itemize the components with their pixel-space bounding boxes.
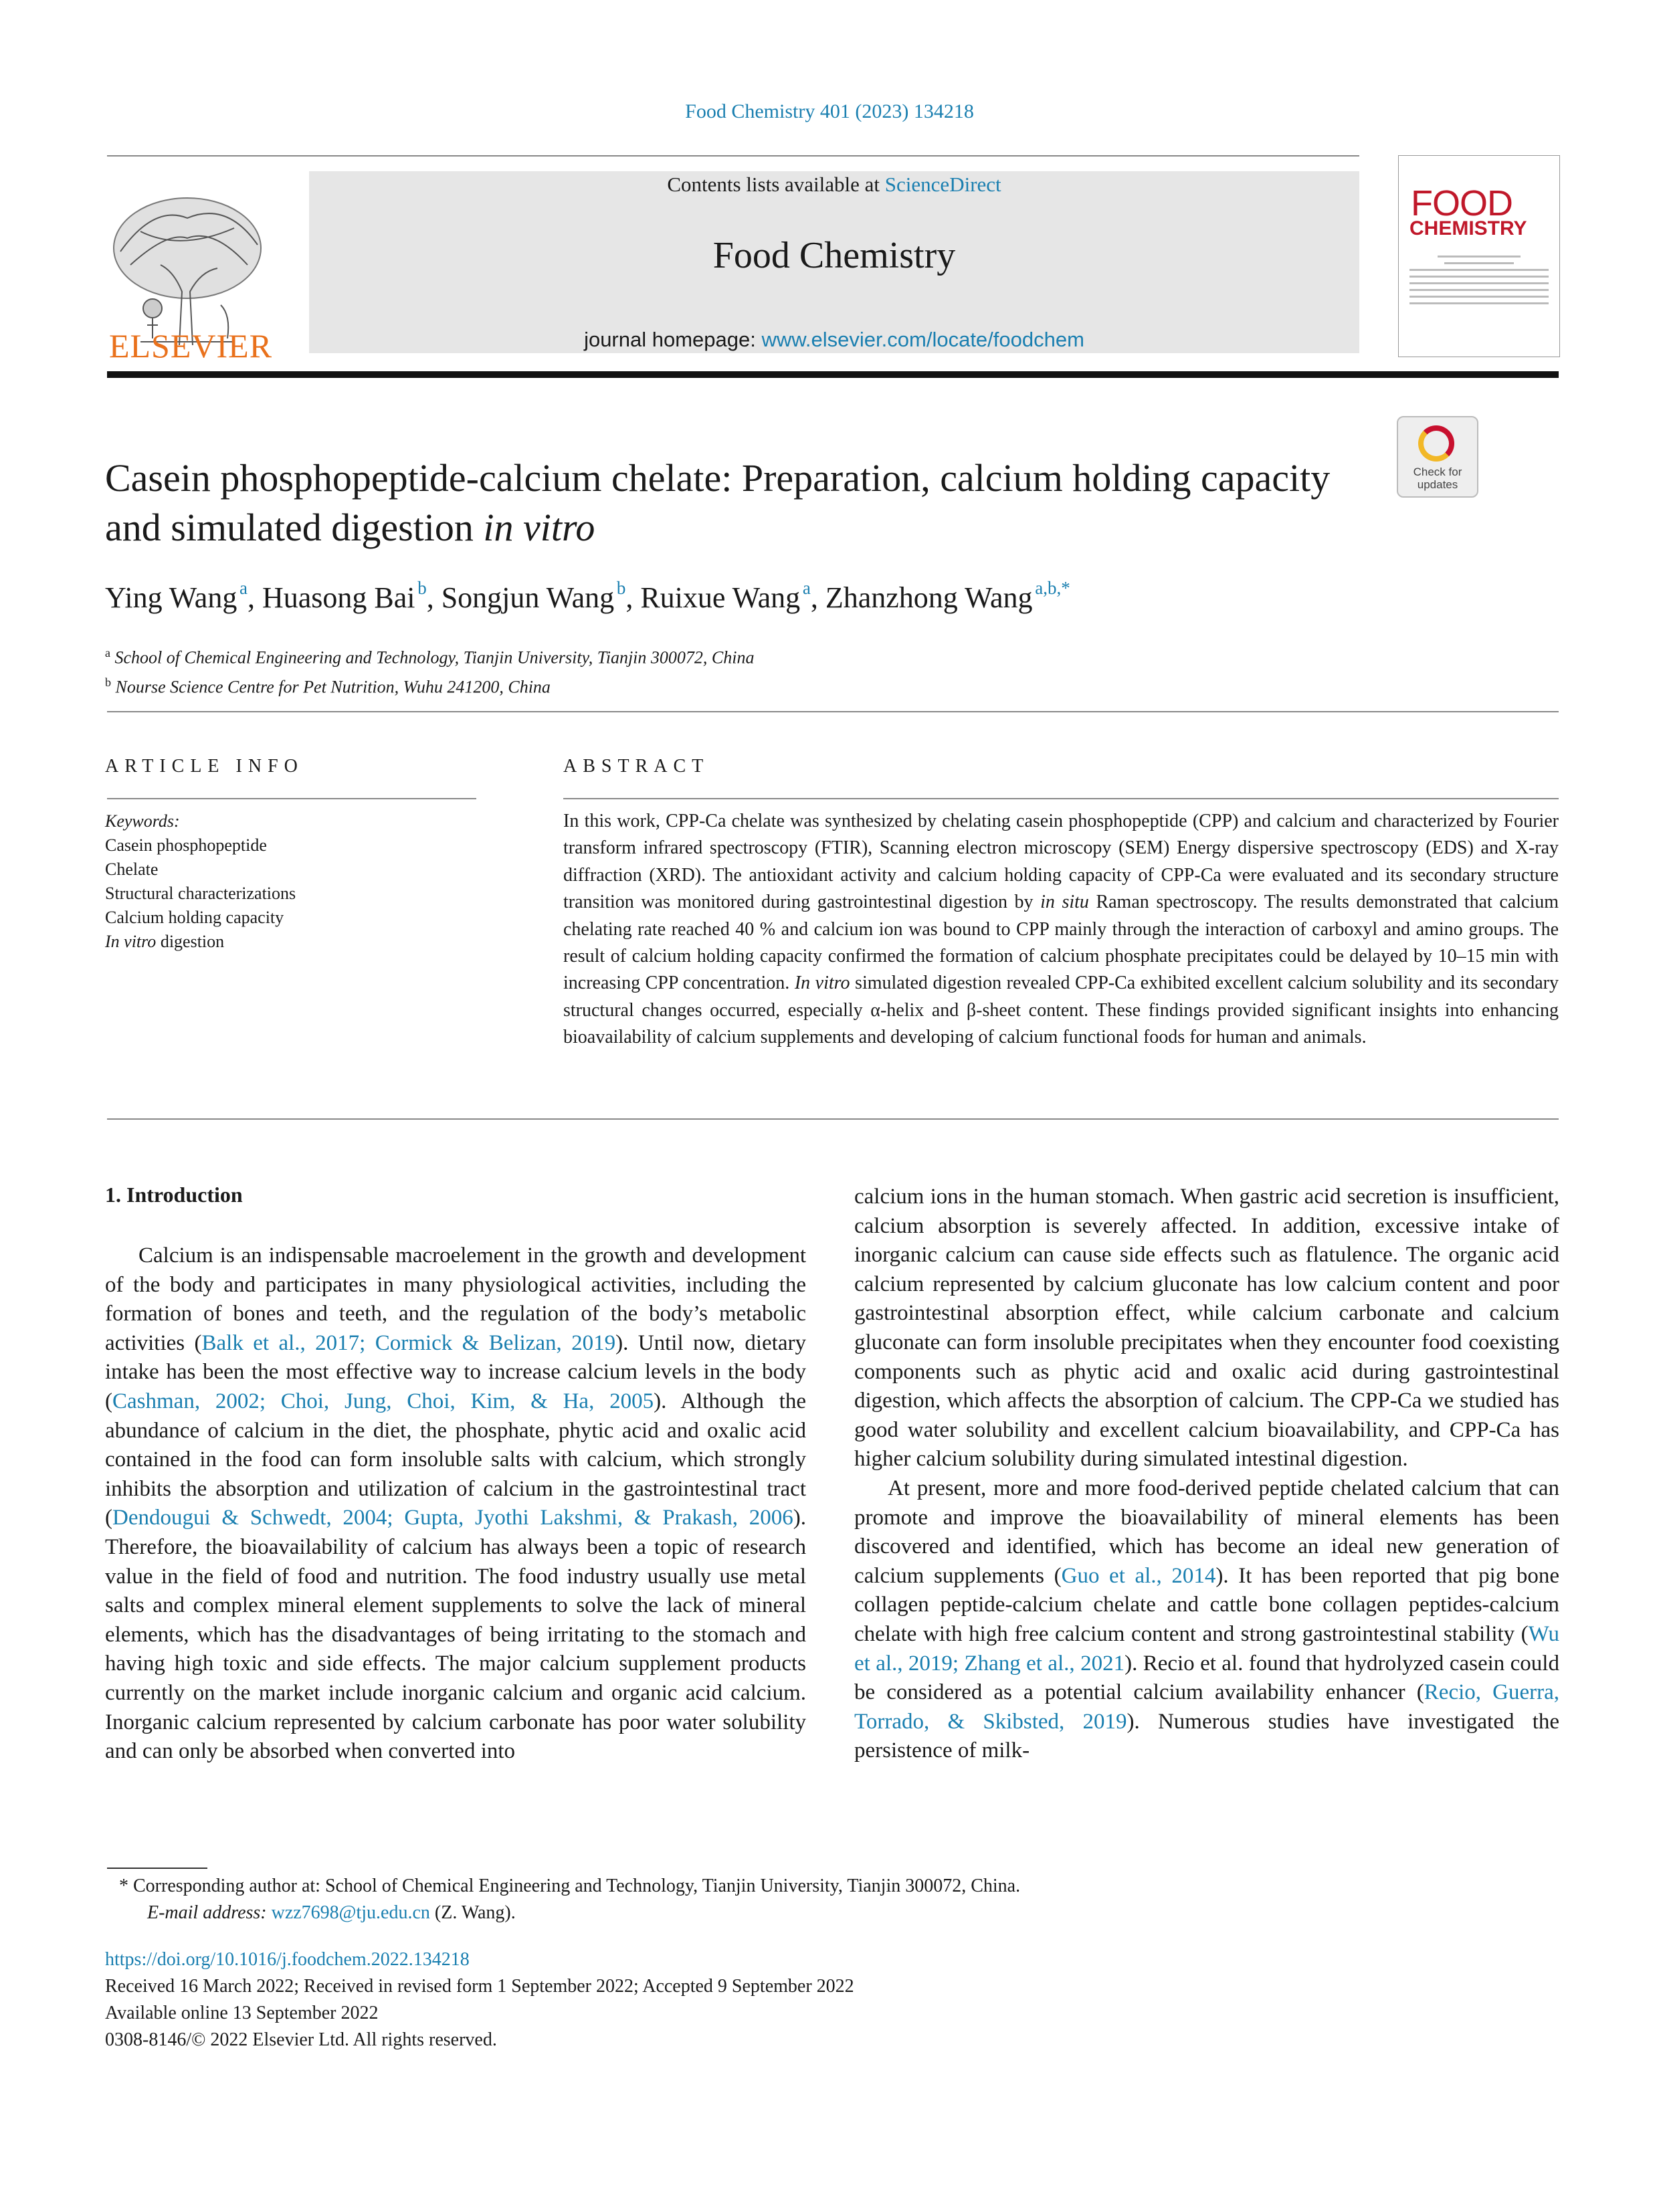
elsevier-wordmark: ELSEVIER	[108, 327, 273, 365]
author-affiliation-mark[interactable]: b	[417, 578, 427, 598]
header-top-rule	[107, 155, 1359, 157]
email-label: E-mail address:	[147, 1902, 272, 1923]
affiliation-text: School of Chemical Engineering and Technology, Tianjin University, Tianjin 300072, China	[114, 647, 755, 668]
email-link[interactable]: wzz7698@tju.edu.cn	[271, 1902, 430, 1923]
affiliations	[105, 641, 1510, 699]
author-name[interactable]: Zhanzhong Wang	[825, 581, 1033, 614]
available-online: Available online 13 September 2022	[105, 2003, 379, 2023]
affiliation-text: Nourse Science Centre for Pet Nutrition, Wuhu 241200, China	[115, 677, 551, 697]
footnote-rule	[107, 1868, 207, 1869]
text-segment: ). It has been reported that pig bone collagen peptide-calcium chelate and cattle bone collagen peptides-calcium chelate with high free calcium content and strong gastrointestinal stability (	[854, 1563, 1560, 1646]
keyword-item: Chelate	[105, 860, 159, 879]
keyword-item	[105, 930, 480, 954]
text-segment: calcium ions in the human stomach. When gastric acid secretion is insufficient, calcium absorption is severely affected. In addition, excessive intake of inorganic calcium can cause side effects such as flatulence. The organic acid calcium represented by calcium gluconate has low calcium content and poor gastrointestinal absorption effect, while calcium carbonate and calcium gluconate can form insoluble precipitates when they encounter food coexisting components such as phytic acid and oxalic acid during gastrointestinal digestion, which affects the absorption of calcium. The CPP-Ca we studied has good water solubility and excellent calcium bioavailability, and CPP-Ca has higher calcium solubility during simulated intestinal digestion.	[854, 1185, 1559, 1472]
author-name[interactable]: Songjun Wang	[441, 581, 615, 614]
sciencedirect-link[interactable]: ScienceDirect	[884, 173, 1001, 196]
keyword-rest: digestion	[156, 932, 225, 951]
affiliation-item	[105, 670, 1510, 700]
homepage-line	[309, 328, 1359, 352]
email-suffix: (Z. Wang).	[429, 1902, 516, 1923]
cover-title-food: FOOD	[1411, 183, 1512, 223]
author-name[interactable]: Ying Wang	[105, 581, 237, 614]
journal-cover-thumbnail[interactable]	[1398, 155, 1560, 357]
check-updates-icon	[1418, 425, 1454, 462]
introduction-heading: 1. Introduction	[105, 1183, 243, 1207]
keywords-block	[105, 809, 480, 954]
journal-citation[interactable]	[0, 100, 1659, 123]
paper-title-italic: in vitro	[483, 506, 595, 549]
author-affiliation-mark[interactable]: a	[802, 578, 811, 598]
text-segment: ). Therefore, the bioavailability of calcium has always been a topic of research value in the field of food and nutrition. The food industry usually use metal salts and complex mineral element supplements to solve the lack of mineral elements, which has the disadvantages of being irritating to the stomach and having high toxic and side effects. The major calcium supplement products currently on the market include inorganic calcium and organic acid calcium. Inorganic calcium represented by calcium carbonate has poor water solubility and can only be absorbed when converted into	[105, 1506, 806, 1764]
text-segment: ). Numerous studies have investigated the persistence of milk-	[854, 1709, 1560, 1763]
journal-name: Food Chemistry	[712, 235, 956, 276]
author-name[interactable]: Ruixue Wang	[640, 581, 801, 614]
author-affiliation-mark[interactable]: b	[616, 578, 626, 598]
abstract-rule	[563, 798, 1559, 799]
article-info-rule	[107, 798, 476, 799]
check-updates-label: Check for updates	[1413, 466, 1462, 491]
body-column-right	[854, 1183, 1559, 1766]
footnotes	[119, 1873, 1524, 1926]
keyword-item: Casein phosphopeptide	[105, 835, 267, 855]
abstract-heading: ABSTRACT	[563, 756, 710, 777]
homepage-label: journal homepage:	[584, 328, 762, 351]
email-line	[119, 1900, 1524, 1926]
affiliation-mark: b	[105, 675, 111, 689]
keyword-italic-part: In vitro	[105, 932, 157, 951]
text-segment: At present, more and more food-derived peptide chelated calcium that can promote and improve the bioavailability of mineral elements has been discovered and identified, which has become an ideal new generation of calcium supplements (	[854, 1476, 1559, 1588]
author-affiliation-mark[interactable]: a,b,*	[1035, 578, 1070, 598]
author-name[interactable]: Huasong Bai	[262, 581, 415, 614]
publication-info	[105, 1946, 1510, 2053]
intro-paragraph	[854, 1474, 1559, 1766]
author-list: Ying Wang $^a$, Huasong Bai $^b$, Songjun Wang $^b$, Ruixue Wang $^a$, Zhanzhong Wang $^{a,b,*}$	[105, 578, 1070, 614]
reference-link[interactable]: Cashman, 2002; Choi, Jung, Choi, Kim, & Ha, 2005	[112, 1389, 654, 1413]
reference-link[interactable]: Balk et al., 2017; Cormick & Belizan, 2019	[201, 1330, 616, 1355]
keywords-label: Keywords:	[105, 811, 180, 831]
abstract-text	[563, 808, 1559, 1051]
reference-link[interactable]: Guo et al., 2014	[1061, 1563, 1216, 1588]
reference-link[interactable]: Recio, Guerra, Torrado, & Skibsted, 2019	[854, 1680, 1559, 1734]
reference-link[interactable]: Wu et al., 2019; Zhang et al., 2021	[854, 1621, 1559, 1676]
abstract-italic: In vitro	[794, 973, 850, 994]
intro-paragraph	[854, 1183, 1559, 1474]
text-segment: Calcium is an indispensable macroelement in the growth and development of the body and participates in many physiological activities, including the formation of bones and teeth, and the regulation of the body’s metabolic activities (	[105, 1243, 806, 1355]
affiliation-item	[105, 641, 1510, 670]
cover-title-chemistry: CHEMISTRY	[1409, 217, 1527, 239]
header-thick-rule	[107, 371, 1559, 378]
abstract-segment: Raman spectroscopy. The results demonstrated that calcium chelating rate reached 40 % and calcium ion was bound to CPP mainly through the interaction of carboxyl and amino groups. The result of calcium holding capacity confirmed the formation of calcium phosphate precipitates could be delayed by 10–15 min with increasing CPP concentration.	[563, 892, 1559, 994]
citation-link[interactable]: Food Chemistry 401 (2023) 134218	[685, 100, 974, 122]
received-dates: Received 16 March 2022; Received in revised form 1 September 2022; Accepted 9 September 2022	[105, 1976, 854, 1997]
paper-title-main: Casein phosphopeptide-calcium chelate: Preparation, calcium holding capacity and simulated digestion	[105, 456, 1331, 549]
intro-paragraph	[105, 1241, 806, 1767]
abstract-bottom-rule	[107, 1118, 1559, 1120]
affiliation-rule	[107, 711, 1559, 712]
abstract-segment: simulated digestion revealed CPP-Ca exhibited excellent calcium solubility and its secondary structural changes occurred, especially α-helix and β-sheet content. These findings provided significant insights into enhancing bioavailability of calcium supplements and developing of calcium functional foods for human and animals.	[563, 973, 1559, 1048]
check-for-updates-badge[interactable]	[1397, 416, 1478, 498]
text-segment: ). Recio et al. found that hydrolyzed casein could be considered as a potential calcium availability enhancer (	[854, 1651, 1559, 1705]
paper-title	[105, 454, 1376, 552]
affiliation-mark: a	[105, 646, 110, 660]
doi-link[interactable]: https://doi.org/10.1016/j.foodchem.2022.134218	[105, 1949, 470, 1970]
text-segment: ). Until now, dietary intake has been the most effective way to increase calcium levels in the body (	[105, 1330, 806, 1413]
contents-prefix: Contents lists available at	[667, 173, 885, 196]
homepage-link[interactable]: www.elsevier.com/locate/foodchem	[761, 328, 1084, 351]
contents-line	[309, 173, 1359, 197]
abstract-italic: in situ	[1040, 892, 1089, 913]
article-info-heading: ARTICLE INFO	[105, 756, 304, 777]
text-segment: ). Although the abundance of calcium in the diet, the phosphate, phytic acid and oxalic acid contained in the food can form insoluble salts with calcium, which strongly inhibits the absorption and utilization of calcium in the gastrointestinal tract (	[105, 1389, 806, 1530]
abstract-segment: In this work, CPP-Ca chelate was synthesized by chelating casein phosphopeptide (CPP) and calcium and characterized by Fourier transform infrared spectroscopy (FTIR), Scanning electron microscopy (SEM) Energy dispersive spectroscopy (EDS) and X-ray diffraction (XRD). The antioxidant activity and calcium holding capacity of CPP-Ca were evaluated and its secondary structure transition was monitored during gastrointestinal digestion by	[563, 811, 1559, 913]
reference-link[interactable]: Dendougui & Schwedt, 2004; Gupta, Jyothi Lakshmi, & Prakash, 2006	[112, 1506, 793, 1530]
keyword-item: Calcium holding capacity	[105, 908, 284, 927]
copyright-line: 0308-8146/© 2022 Elsevier Ltd. All rights reserved.	[105, 2029, 497, 2050]
author-affiliation-mark[interactable]: a	[239, 578, 248, 598]
keyword-item: Structural characterizations	[105, 884, 296, 903]
body-column-left	[105, 1241, 806, 1767]
corresponding-author-note: * Corresponding author at: School of Chemical Engineering and Technology, Tianjin University, Tianjin 300072, China.	[119, 1876, 1021, 1896]
cover-text-lines	[1409, 251, 1549, 309]
